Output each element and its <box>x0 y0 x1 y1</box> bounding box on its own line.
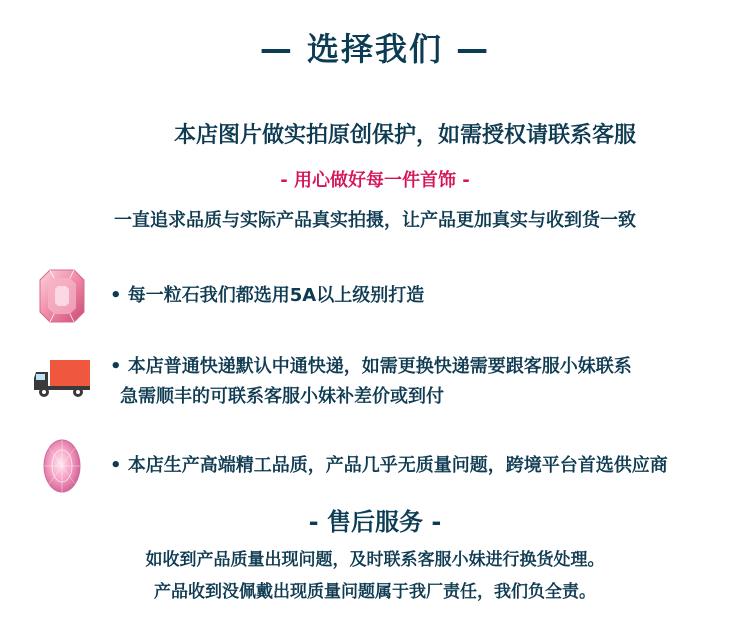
tagline: - 用心做好每一件首饰 - <box>280 170 470 191</box>
feature-text <box>110 352 632 412</box>
quality-statement: 一直追求品质与实际产品真实拍摄，让产品更加真实与收到货一致 <box>114 210 636 231</box>
after-sales-title: - 售后服务 - <box>308 508 442 536</box>
after-sales-line-2: 产品收到没佩戴出现质量问题属于我厂责任，我们负全责。 <box>154 582 596 602</box>
feature-text: • 每一粒石我们都选用5A以上级别打造 <box>110 285 425 306</box>
pink-oval-gem-icon <box>32 436 92 496</box>
copyright-notice: 本店图片做实拍原创保护，如需授权请联系客服 <box>173 123 636 148</box>
shipping-line-1: • 本店普通快递默认中通快递，如需更换快递需要跟客服小妹联系 <box>110 356 632 377</box>
shipping-line-2: 急需顺丰的可联系客服小妹补差价或到付 <box>120 386 444 407</box>
after-sales-line-1: 如收到产品质量出现问题，及时联系客服小妹进行换货处理。 <box>145 550 605 570</box>
feature-shipping <box>32 352 632 412</box>
feature-gem-quality <box>32 266 424 326</box>
feature-text: • 本店生产高端精工品质，产品几乎无质量问题，跨境平台首选供应商 <box>110 455 668 476</box>
feature-craftsmanship <box>32 436 668 496</box>
page-title: — 选择我们 — <box>259 30 491 68</box>
delivery-truck-icon <box>32 352 92 412</box>
pink-emerald-gem-icon <box>32 266 92 326</box>
